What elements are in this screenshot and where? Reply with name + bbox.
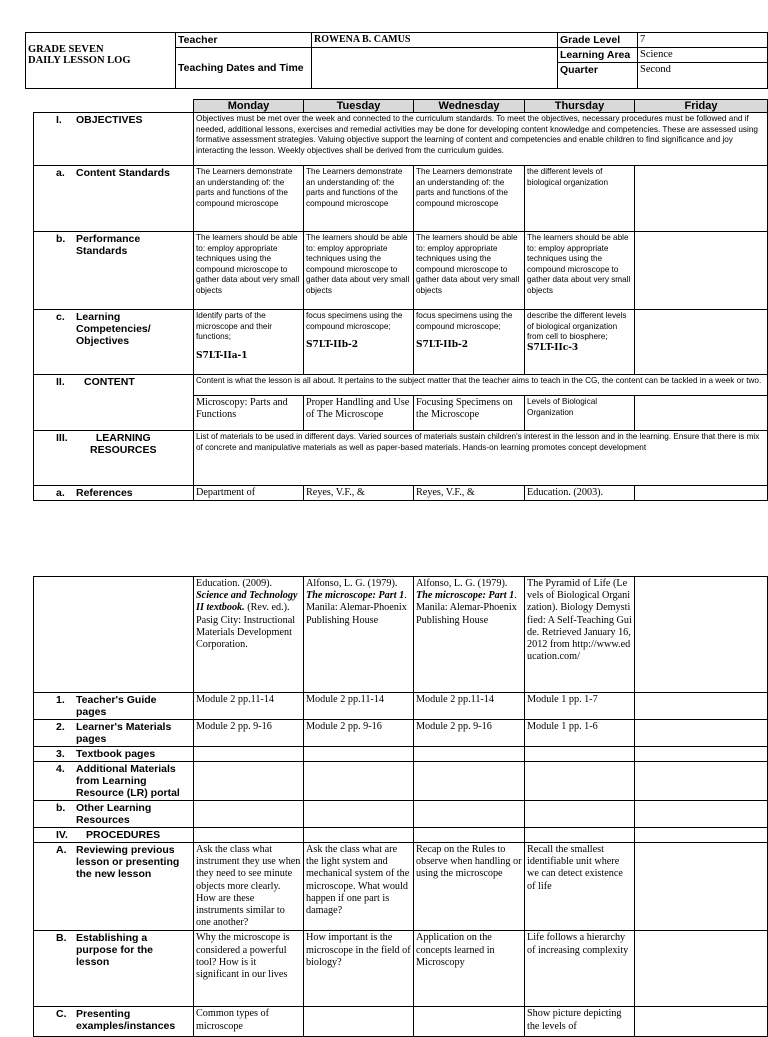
log-title: GRADE SEVEN DAILY LESSON LOG [26, 33, 176, 89]
performance-standards-friday [635, 232, 768, 310]
teachers-guide-thursday: Module 1 pp. 1-7 [525, 693, 635, 720]
competencies-thursday: describe the different levels of biological organization from cell to biosphere; S7LT-IIc-3 [525, 310, 635, 375]
establishing-monday: Why the microscope is considered a powerful tool? How is it significant in our lives [194, 931, 304, 1007]
establishing-tuesday: How important is the microscope in the field of biology? [304, 931, 414, 1007]
reviewing-tuesday: Ask the class what are the light system and mechanical system of the microscope. What would happen if one part is damage? [304, 843, 414, 931]
content-friday [635, 396, 768, 431]
presenting-tuesday [304, 1007, 414, 1037]
grade-level-label: Grade Level [558, 33, 638, 48]
content-thursday: Levels of Biological Organization [525, 396, 635, 431]
additional-materials-label: 4. Additional Materials from Learning Resource (LR) portal [34, 762, 194, 801]
additional-wednesday [414, 762, 525, 801]
competencies-monday: Identify parts of the microscope and their functions; S7LT-IIa-1 [194, 310, 304, 375]
other-resources-label: b. Other Learning Resources [34, 801, 194, 828]
header-table [25, 32, 768, 89]
learners-materials-thursday: Module 1 pp. 1-6 [525, 720, 635, 747]
learning-area-value: Science [638, 48, 768, 63]
day-friday: Friday [635, 100, 768, 113]
day-wednesday: Wednesday [414, 100, 525, 113]
content-label: II. CONTENT [34, 375, 194, 431]
references-monday-cont: Education. (2009). Science and Technology II textbook. (Rev. ed.). Pasig City: Instructional Materials Development Corporation. [194, 577, 304, 693]
performance-standards-tuesday: The learners should be able to: employ appropriate techniques using the compound microscope to gather data about very small objects [304, 232, 414, 310]
references-wednesday-cont: Alfonso, L. G. (1979). The microscope: Part 1. Manila: Alemar-Phoenix Publishing House [414, 577, 525, 693]
dates-label: Teaching Dates and Time [176, 48, 312, 89]
establishing-friday [635, 931, 768, 1007]
other-resources-tuesday [304, 801, 414, 828]
procedures-thursday [525, 828, 635, 843]
teachers-guide-label: 1. Teacher's Guide pages [34, 693, 194, 720]
references-monday-start: Department of [194, 486, 304, 501]
performance-standards-label: b. Performance Standards [34, 232, 194, 310]
learners-materials-tuesday: Module 2 pp. 9-16 [304, 720, 414, 747]
objectives-label: I. OBJECTIVES [34, 113, 194, 166]
references-wednesday-start: Reyes, V.F., & [414, 486, 525, 501]
objectives-text: Objectives must be met over the week and connected to the curriculum standards. To meet the objectives, necessary procedures must be followed and if needed, additional lessons, exercises and remedial activities may be done for developing content knowledge and competencies. These are assessed using formative assessment strategies. Valuing objective support the learning of content and competencies and enable children to find significance and joy interacting the lesson. Weekly objectives shall be derived from the curriculum guides. [194, 113, 768, 166]
content-standards-thursday: the different levels of biological organization [525, 166, 635, 232]
grade-level-value: 7 [638, 33, 768, 48]
procedures-monday [194, 828, 304, 843]
other-resources-monday [194, 801, 304, 828]
establishing-wednesday: Application on the concepts learned in Microscopy [414, 931, 525, 1007]
presenting-friday [635, 1007, 768, 1037]
lesson-table-page2 [33, 576, 768, 1037]
presenting-wednesday [414, 1007, 525, 1037]
procedures-wednesday [414, 828, 525, 843]
content-tuesday: Proper Handling and Use of The Microscope [304, 396, 414, 431]
content-text: Content is what the lesson is all about. It pertains to the subject matter that the teacher aims to teach in the CG, the content can be tackled in a week or two. [194, 375, 768, 396]
content-standards-friday [635, 166, 768, 232]
learning-resources-text: List of materials to be used in different days. Varied sources of materials sustain children's interest in the lesson and in the learning. Ensure that there is mix of concrete and manipulative materials as well as paper-based materials. Hands-on learning promotes concept development [194, 431, 768, 486]
reviewing-friday [635, 843, 768, 931]
other-resources-thursday [525, 801, 635, 828]
lesson-table-page1 [33, 99, 768, 501]
references-thursday-start: Education. (2003). [525, 486, 635, 501]
day-tuesday: Tuesday [304, 100, 414, 113]
dates-value [312, 48, 558, 89]
quarter-value: Second [638, 63, 768, 89]
textbook-label: 3. Textbook pages [34, 747, 194, 762]
content-standards-label: a. Content Standards [34, 166, 194, 232]
presenting-thursday: Show picture depicting the levels of [525, 1007, 635, 1037]
textbook-monday [194, 747, 304, 762]
textbook-tuesday [304, 747, 414, 762]
reviewing-monday: Ask the class what instrument they use when they need to see minute objects more clearly. How are these instruments similar to one another? [194, 843, 304, 931]
presenting-label: C. Presenting examples/instances [34, 1007, 194, 1037]
performance-standards-monday: The learners should be able to: employ appropriate techniques using the compound microscope to gather data about very small objects [194, 232, 304, 310]
teachers-guide-tuesday: Module 2 pp.11-14 [304, 693, 414, 720]
content-standards-monday: The Learners demonstrate an understanding of: the parts and functions of the compound microscope [194, 166, 304, 232]
learners-materials-label: 2. Learner's Materials pages [34, 720, 194, 747]
teacher-name: ROWENA B. CAMUS [312, 33, 558, 48]
procedures-label: IV. PROCEDURES [34, 828, 194, 843]
learners-materials-monday: Module 2 pp. 9-16 [194, 720, 304, 747]
blank-corner [34, 100, 194, 113]
teachers-guide-wednesday: Module 2 pp.11-14 [414, 693, 525, 720]
day-thursday: Thursday [525, 100, 635, 113]
textbook-friday [635, 747, 768, 762]
textbook-wednesday [414, 747, 525, 762]
performance-standards-wednesday: The learners should be able to: employ appropriate techniques using the compound microscope to gather data about very small objects [414, 232, 525, 310]
references-label: a. References [34, 486, 194, 501]
references-tuesday-cont: Alfonso, L. G. (1979). The microscope: Part 1. Manila: Alemar-Phoenix Publishing House [304, 577, 414, 693]
references-friday-cont [635, 577, 768, 693]
other-resources-wednesday [414, 801, 525, 828]
content-wednesday: Focusing Specimens on the Microscope [414, 396, 525, 431]
teachers-guide-friday [635, 693, 768, 720]
quarter-label: Quarter [558, 63, 638, 89]
references-cont-label [34, 577, 194, 693]
procedures-friday [635, 828, 768, 843]
learners-materials-friday [635, 720, 768, 747]
learning-resources-label: III. LEARNING RESOURCES [34, 431, 194, 486]
competencies-wednesday: focus specimens using the compound microscope; S7LT-IIb-2 [414, 310, 525, 375]
competencies-friday [635, 310, 768, 375]
procedures-tuesday [304, 828, 414, 843]
additional-monday [194, 762, 304, 801]
teacher-label: Teacher [176, 33, 312, 48]
presenting-monday: Common types of microscope [194, 1007, 304, 1037]
textbook-thursday [525, 747, 635, 762]
establishing-label: B. Establishing a purpose for the lesson [34, 931, 194, 1007]
establishing-thursday: Life follows a hierarchy of increasing complexity [525, 931, 635, 1007]
content-monday: Microscopy: Parts and Functions [194, 396, 304, 431]
reviewing-wednesday: Recap on the Rules to observe when handling or using the microscope [414, 843, 525, 931]
references-thursday-cont: The Pyramid of Life (Levels of Biological Organization). Biology Demystified: A Self-Teaching Guide. Retrieved January 16, 2012 from http://www.education.com/ [525, 577, 635, 693]
additional-friday [635, 762, 768, 801]
learners-materials-wednesday: Module 2 pp. 9-16 [414, 720, 525, 747]
references-tuesday-start: Reyes, V.F., & [304, 486, 414, 501]
performance-standards-thursday: The learners should be able to: employ appropriate techniques using the compound microscope to gather data about very small objects [525, 232, 635, 310]
reviewing-thursday: Recall the smallest identifiable unit where we can detect existence of life [525, 843, 635, 931]
reviewing-label: A. Reviewing previous lesson or presenting the new lesson [34, 843, 194, 931]
other-resources-friday [635, 801, 768, 828]
content-standards-wednesday: The Learners demonstrate an understanding of: the parts and functions of the compound microscope [414, 166, 525, 232]
teachers-guide-monday: Module 2 pp.11-14 [194, 693, 304, 720]
day-monday: Monday [194, 100, 304, 113]
competencies-tuesday: focus specimens using the compound microscope; S7LT-IIb-2 [304, 310, 414, 375]
additional-tuesday [304, 762, 414, 801]
references-friday-start [635, 486, 768, 501]
additional-thursday [525, 762, 635, 801]
content-standards-tuesday: The Learners demonstrate an understanding of: the parts and functions of the compound microscope [304, 166, 414, 232]
competencies-label: c. Learning Competencies/ Objectives [34, 310, 194, 375]
learning-area-label: Learning Area [558, 48, 638, 63]
